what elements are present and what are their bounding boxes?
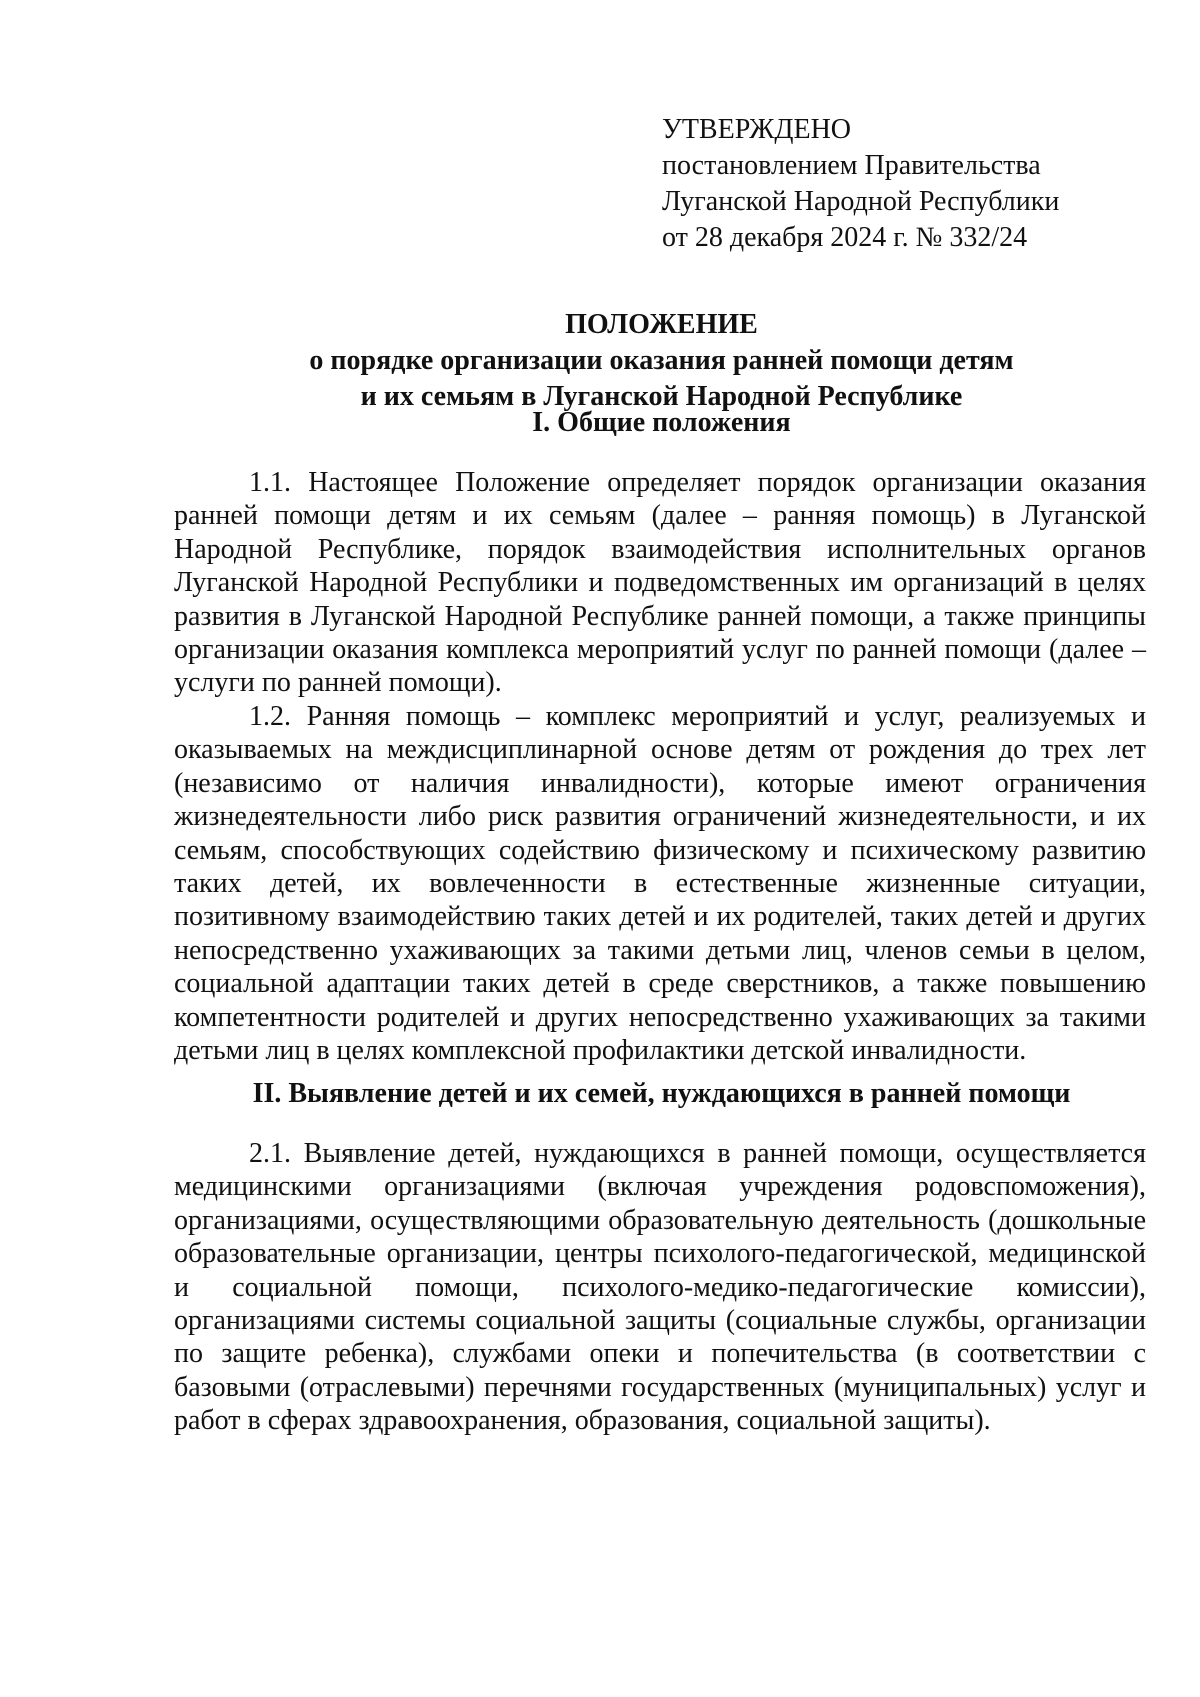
document-title-main: ПОЛОЖЕНИЕ [565, 309, 758, 340]
section-heading-identification: II. Выявление детей и их семей, нуждающихся в ранней помощи [252, 1078, 1071, 1109]
document-title-subline-2: и их семьям в Луганской Народной Республике [360, 381, 963, 412]
paragraph-1-1: 1.1. Настоящее Положение определяет порядок организации оказания ранней помощи детям и их семьям (далее – ранняя помощь) в Луганской Народной Республике, порядок взаимодействия исполнительных органов Луганской Народной Республики и подведомственных им организаций в целях развития в Луганской Народной Республике ранней помощи, а также принципы организации оказания комплекса мероприятий услуг по ранней помощи (далее – услуги по ранней помощи). [174, 467, 1146, 699]
approval-date-number: от 28 декабря 2024 г. № 332/24 [662, 222, 1028, 253]
approval-title: УТВЕРЖДЕНО [662, 114, 852, 145]
approval-stamp-block [662, 112, 1162, 256]
document-title-subline-1: о порядке организации оказания ранней помощи детям [309, 345, 1014, 376]
approval-decree-line: постановлением Правительства [662, 150, 1041, 181]
section-heading-general: I. Общие положения [532, 407, 791, 438]
document-title [174, 307, 1149, 415]
paragraph-1-2: 1.2. Ранняя помощь – комплекс мероприятий и услуг, реализуемых и оказываемых на междисциплинарной основе детям от рождения до трех лет (независимо от наличия инвалидности), которые имеют ограничения жизнедеятельности либо риск развития ограничений жизнедеятельности, и их семьям, способствующих содействию физическому и психическому развитию таких детей, их вовлеченности в естественные жизненные ситуации, позитивному взаимодействию таких детей и их родителей, таких детей и других непосредственно ухаживающих за такими детьми лиц, членов семьи в целом, социальной адаптации таких детей в среде сверстников, а также повышению компетентности родителей и других непосредственно ухаживающих за такими детьми лиц в целях комплексной профилактики детской инвалидности. [174, 701, 1146, 1067]
paragraph-2-1: 2.1. Выявление детей, нуждающихся в ранней помощи, осуществляется медицинскими организациями (включая учреждения родовспоможения), организациями, осуществляющими образовательную деятельность (дошкольные образовательные организации, центры психолого-педагогической, медицинской и социальной помощи, психолого-медико-педагогические комиссии), организациями системы социальной защиты (социальные службы, организации по защите ребенка), службами опеки и попечительства (в соответствии с базовыми (отраслевыми) перечнями государственных (муниципальных) услуг и работ в сферах здравоохранения, образования, социальной защиты). [174, 1138, 1146, 1437]
approval-authority-line: Луганской Народной Республики [662, 186, 1060, 217]
